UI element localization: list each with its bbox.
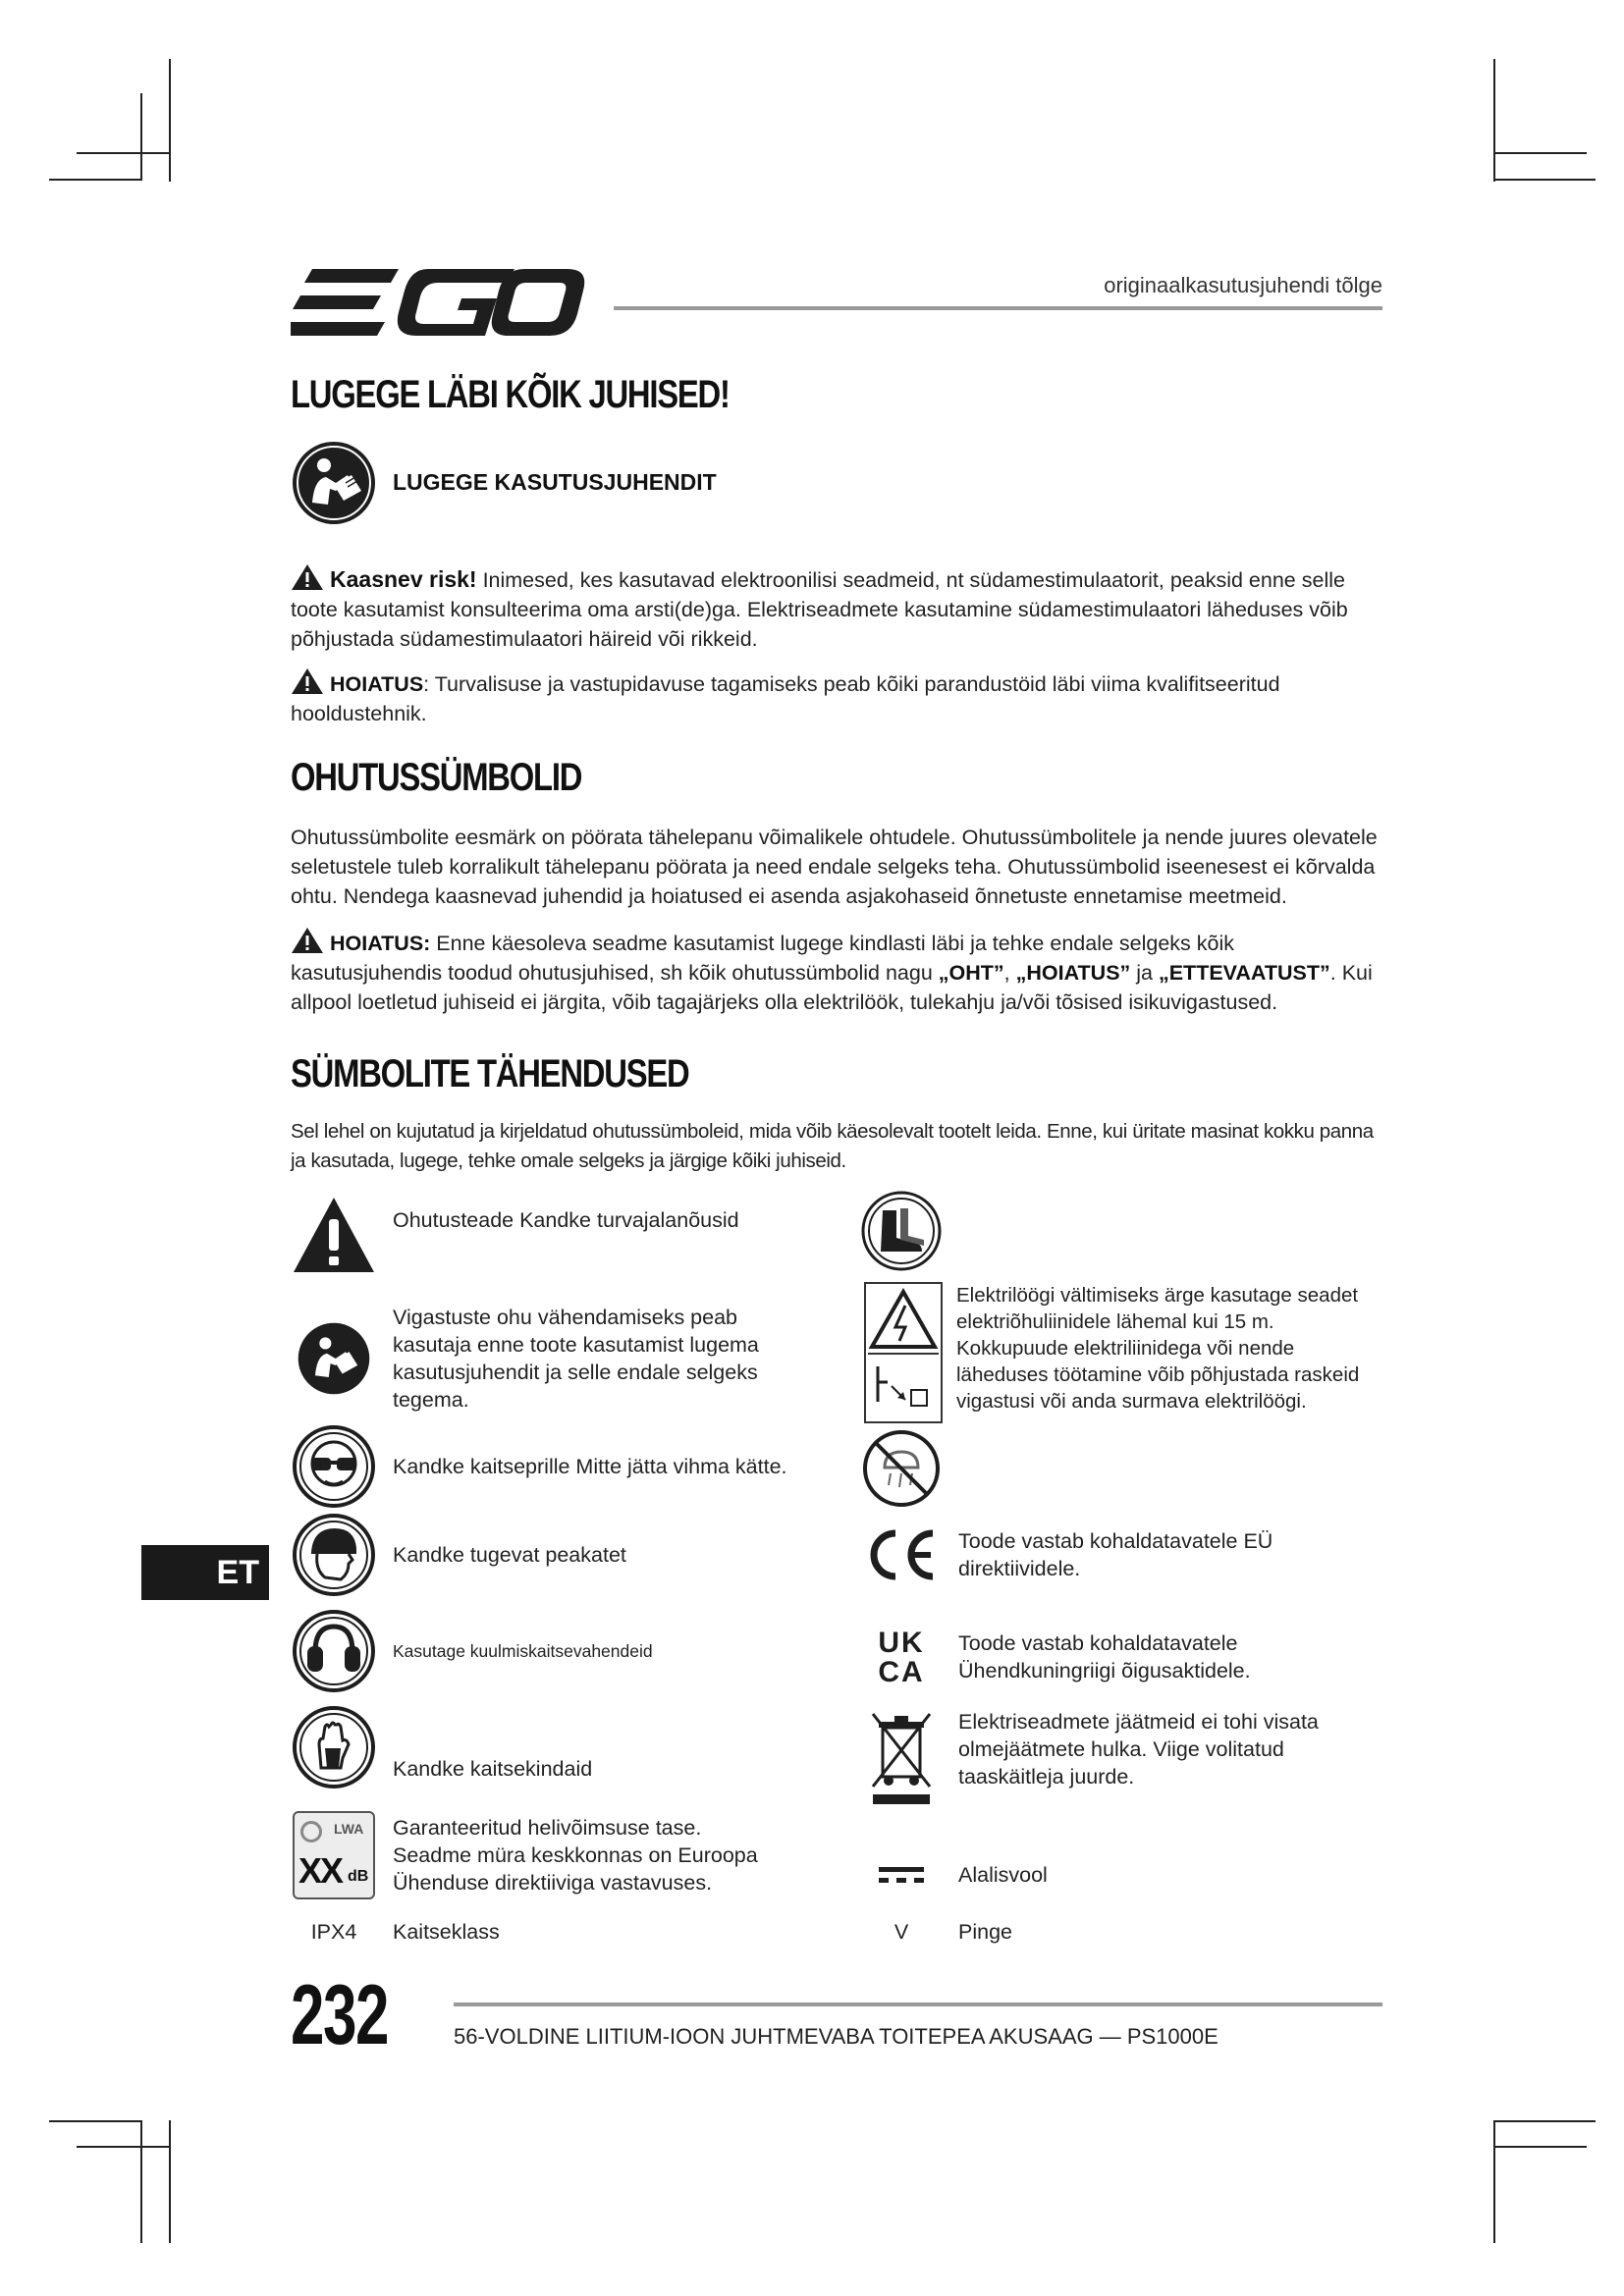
safety-boots-icon: [858, 1188, 945, 1274]
symbol-row: [858, 1512, 1390, 1598]
crop-mark: [169, 59, 171, 182]
warning-text: : Turvalisuse ja vastupidavuse tagamiseks peab kõiki parandustöid läbi viima kvalifitseeritud hooldustehnik.: [291, 672, 1280, 725]
no-rain-icon: [858, 1425, 945, 1512]
risk-text: Inimesed, kes kasutavad elektroonilisi seadmeid, nt südamestimulaatorit, peaksid enne selle toote kasutamist konsulteerima oma arsti(de)ga. Elektriseadmete kasutamine südamestimulaatori läheduses võib põhjustada südamestimulaatori häireid või rikkeid.: [291, 568, 1348, 651]
symbol-row: [291, 1304, 815, 1414]
symbol-text: Kaitseklass: [393, 1920, 500, 1944]
sound-level-unit: dB: [348, 1868, 369, 1885]
separator: ,: [1003, 961, 1016, 985]
ukca-mark-top: UK: [878, 1627, 925, 1659]
footer-rule: [454, 2002, 1382, 2006]
crop-mark: [49, 2120, 141, 2122]
symbol-row: [291, 1704, 815, 1790]
warning-label: HOIATUS:: [330, 932, 431, 955]
symbol-row: [291, 1512, 815, 1598]
gloves-icon: [291, 1704, 377, 1790]
symbol-text: Elektriseadmete jäätmeid ei tohi visata olmejäätmete hulka. Viige volitatud taaskäitleja juurde.: [958, 1710, 1319, 1789]
section-title-safety-symbols: OHUTUSSÜMBOLID: [291, 756, 582, 799]
language-tab: ET: [141, 1545, 269, 1600]
section-title-symbol-meanings: SÜMBOLITE TÄHENDUSED: [291, 1052, 689, 1095]
page-number: 232: [291, 1968, 388, 2062]
safety-symbols-intro: Ohutussümbolite eesmärk on pöörata tähelepanu võimalikele ohtudele. Ohutussümbolitele ja nende juures olevatele seletustele tuleb korralikult tähelepanu pöörata ja need endale selgeks teha. Ohutussümbolid iseenesest ei kõrvalda ohtu. Nendega kaasnevad juhendid ja hoiatused ei asenda asjakohaseid õnnetuste ennetamise meetmeid.: [291, 826, 1378, 908]
symbol-row: [291, 1192, 805, 1278]
ego-logo: [291, 263, 585, 342]
lwa-label: LWA: [334, 1821, 364, 1837]
crop-mark: [1493, 2146, 1587, 2148]
warning-label: HOIATUS: [330, 672, 424, 696]
crop-mark: [1493, 179, 1596, 181]
crop-mark: [1493, 2120, 1495, 2243]
ipx4-label: IPX4: [310, 1919, 357, 1944]
crop-mark: [77, 2146, 171, 2148]
weee-bin-icon: [858, 1708, 945, 1806]
ear-protection-icon: [291, 1608, 377, 1694]
safety-warning-paragraph: [291, 927, 1380, 1017]
symbol-row: [858, 1832, 1390, 1918]
separator: ja: [1130, 961, 1159, 985]
volt-label: V: [893, 1919, 909, 1944]
sound-power-icon: [291, 1812, 377, 1898]
section-title-read-all: LUGEGE LÄBI KÕIK JUHISED!: [291, 373, 730, 416]
symbol-text: Garanteeritud helivõimsuse tase. Seadme müra keskkonnas on Euroopa Ühenduse direktiiviga vastavuses.: [393, 1816, 758, 1895]
service-warning-paragraph: [291, 667, 1380, 728]
symbol-text: Alalisvool: [958, 1863, 1048, 1887]
symbol-row: [291, 1608, 815, 1694]
ukca-mark-bottom: CA: [878, 1656, 925, 1688]
crop-mark: [77, 152, 171, 154]
symbol-row: [858, 1708, 1390, 1806]
symbol-text: Elektrilöögi vältimiseks ärge kasutage seadet elektriõhuliinidele lähemal kui 15 m. Kokkupuude elektriliinidega või nende läheduses töötamine võib põhjustada raskeid vigastusi või anda surmava elektrilöögi.: [956, 1284, 1360, 1413]
symbol-text: Ohutusteade Kandke turvajalanõusid: [393, 1208, 739, 1232]
symbol-row: [858, 1282, 1388, 1423]
warning-triangle-icon: [291, 1192, 377, 1278]
symbol-text: Toode vastab kohaldatavatele EÜ direktiividele.: [958, 1529, 1273, 1580]
term-oht: „OHT”: [938, 961, 1004, 985]
symbol-row: [291, 1812, 785, 1898]
term-ettevaatust: „ETTEVAATUST”: [1158, 961, 1330, 985]
crop-mark: [1493, 59, 1495, 182]
header-subtitle: originaalkasutusjuhendi tõlge: [1104, 273, 1382, 297]
risk-label: Kaasnev risk!: [330, 566, 477, 592]
warning-triangle-icon: [291, 563, 324, 591]
warning-text: . Kui allpool loetletud juhiseid ei järgita, võib tagajärjeks olla elektrilöök, tulekahju ja/või tõsised isikuvigastused.: [291, 961, 1373, 1014]
safety-glasses-icon: [291, 1423, 377, 1510]
ce-mark-icon: [858, 1512, 945, 1598]
symbol-meanings-intro: Sel lehel on kujutatud ja kirjeldatud ohutussümboleid, mida võib käesolevalt tootelt leida. Enne, kui üritate masinat kokku panna ja kasutada, lugege, tehke omale selgeks ja järgige kõiki juhiseid.: [291, 1120, 1374, 1172]
term-hoiatus: „HOIATUS”: [1015, 961, 1131, 985]
crop-mark: [1493, 2120, 1596, 2122]
crop-mark: [1493, 152, 1587, 154]
risk-paragraph: [291, 563, 1380, 654]
crop-mark: [140, 93, 142, 181]
symbol-text: Toode vastab kohaldatavatele Ühendkuningriigi õigusaktidele.: [958, 1631, 1251, 1682]
symbol-text: Kandke tugevat peakatet: [393, 1543, 626, 1567]
ukca-mark-icon: [858, 1624, 945, 1692]
symbol-text: Kandke kaitseprille Mitte jätta vihma kätte.: [393, 1455, 787, 1478]
read-manual-label: LUGEGE KASUTUSJUHENDIT: [393, 469, 717, 495]
crop-mark: [140, 2120, 142, 2243]
symbol-row: [858, 1918, 1390, 1946]
warning-text: Enne käesoleva seadme kasutamist lugege kindlasti läbi ja tehke endale selgeks kõik kasutusjuhendis toodud ohutusjuhised, sh kõik ohutussümbolid nagu: [291, 932, 1235, 985]
symbol-row: [291, 1423, 815, 1510]
crop-mark: [49, 179, 141, 181]
header-rule: [614, 306, 1382, 310]
footer-product-title: 56-VOLDINE LIITIUM-IOON JUHTMEVABA TOITEPEA AKUSAAG — PS1000E: [454, 2024, 1218, 2049]
power-line-icon: [864, 1282, 943, 1423]
read-manual-icon: [291, 1315, 377, 1402]
direct-current-icon: [858, 1832, 945, 1918]
crop-mark: [169, 2120, 171, 2243]
symbol-text: Vigastuste ohu vähendamiseks peab kasutaja enne toote kasutamist lugema kasutusjuhendit ja selle endale selgeks tegema.: [393, 1306, 759, 1412]
symbol-text: Kasutage kuulmiskaitsevahendeid: [393, 1641, 653, 1661]
warning-triangle-icon: [291, 927, 324, 954]
symbol-text: Kandke kaitsekindaid: [393, 1757, 593, 1781]
sound-level-value: XX: [298, 1850, 343, 1891]
symbol-row: [858, 1425, 945, 1512]
symbol-row: [858, 1624, 1390, 1692]
symbol-row: [858, 1188, 945, 1274]
symbol-text: Pinge: [958, 1920, 1012, 1944]
warning-triangle-icon: [291, 667, 324, 695]
read-manual-icon: [291, 440, 377, 526]
symbol-row: [291, 1918, 815, 1946]
hard-hat-icon: [291, 1512, 377, 1598]
